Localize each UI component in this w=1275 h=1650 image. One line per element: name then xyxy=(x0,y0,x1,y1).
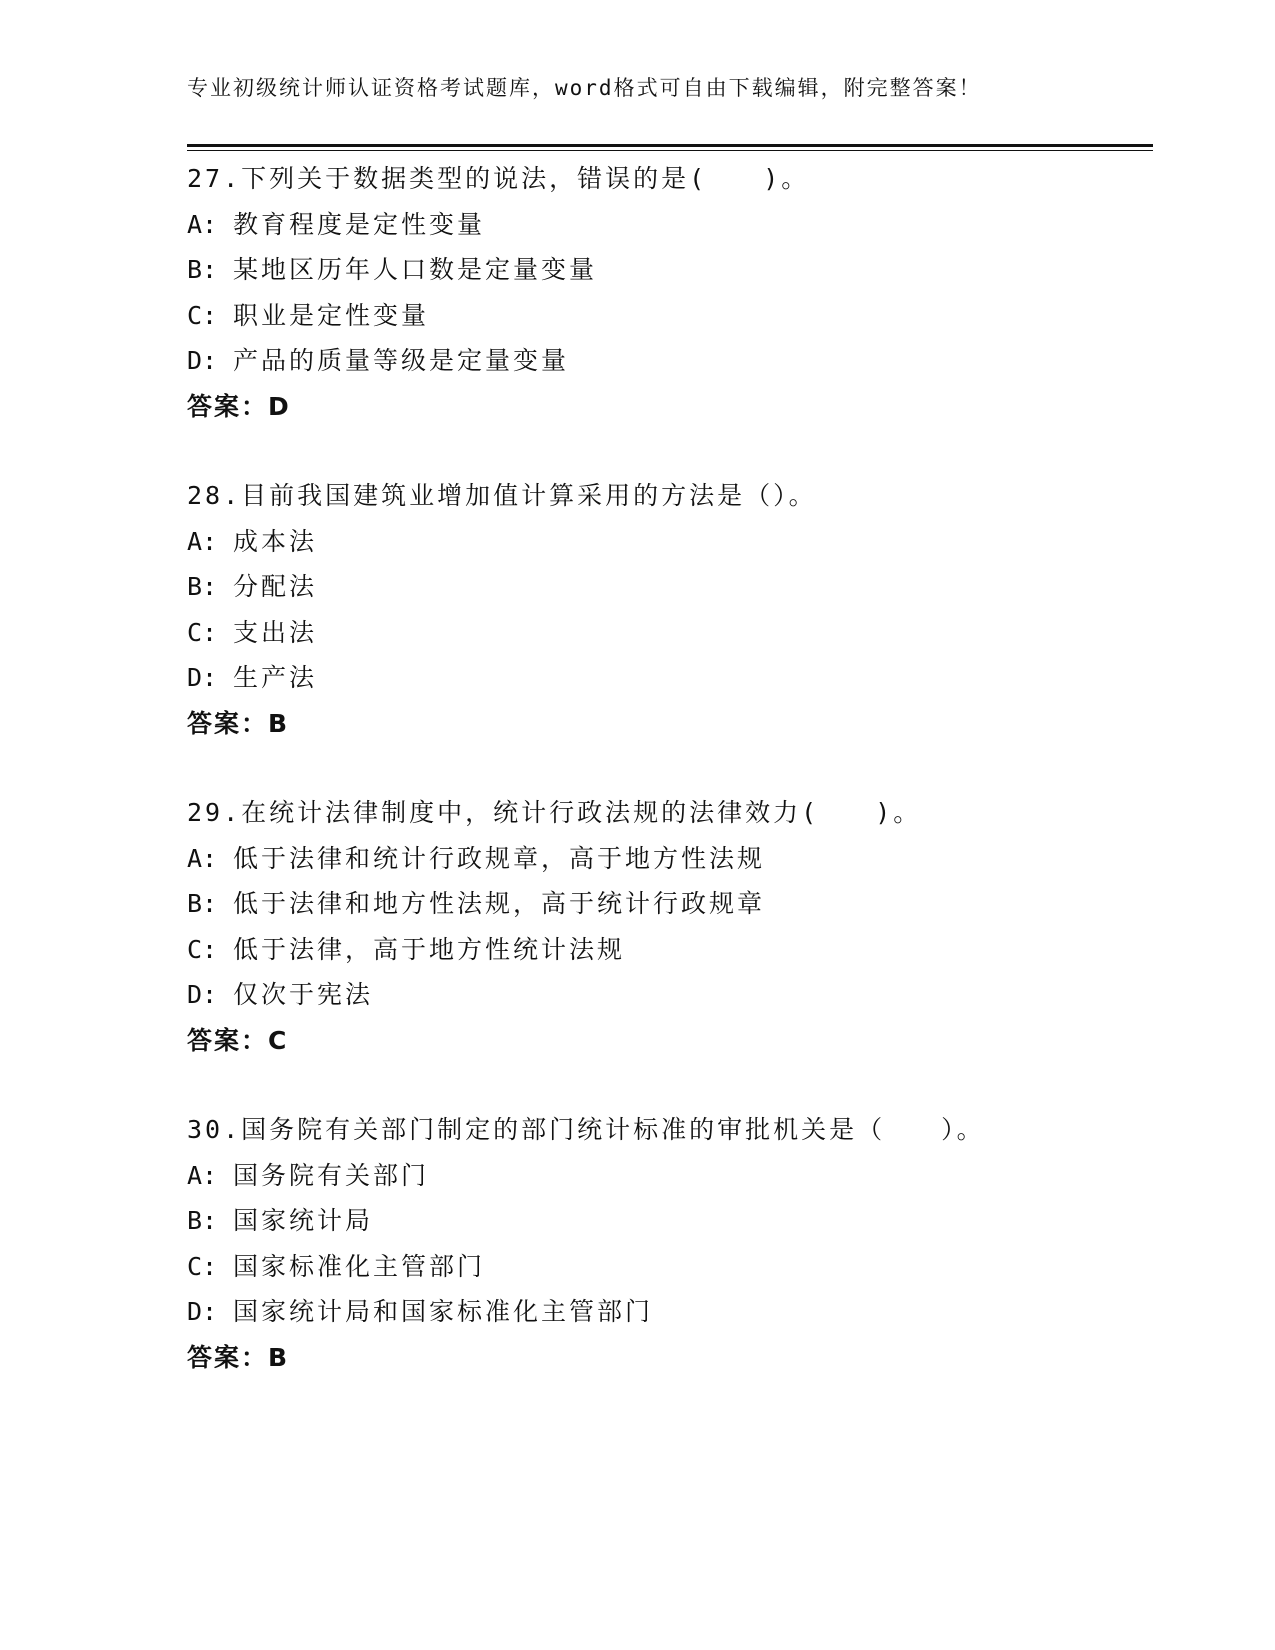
question-29 xyxy=(187,790,1153,1063)
option-b xyxy=(187,881,1153,927)
option-a xyxy=(187,836,1153,882)
answer-line: 答案：C xyxy=(187,1025,289,1055)
option-text: 国家统计局和国家标准化主管部门 xyxy=(233,1297,654,1326)
option-c xyxy=(187,293,1153,339)
question-27 xyxy=(187,156,1153,429)
option-letter: A: xyxy=(187,209,218,239)
option-text: 仅次于宪法 xyxy=(233,980,374,1009)
option-letter: C: xyxy=(187,617,218,647)
question-list xyxy=(187,156,1153,1424)
option-letter: A: xyxy=(187,1160,218,1190)
option-text: 低于法律，高于地方性统计法规 xyxy=(233,934,626,964)
option-text: 国家统计局 xyxy=(233,1206,374,1235)
option-letter: A: xyxy=(187,526,218,556)
option-text: 职业是定性变量 xyxy=(233,300,430,330)
option-c xyxy=(187,610,1153,656)
option-b xyxy=(187,247,1153,293)
option-text: 国家标准化主管部门 xyxy=(233,1251,486,1281)
question-28 xyxy=(187,473,1153,746)
option-text: 成本法 xyxy=(233,526,318,556)
option-b xyxy=(187,564,1153,610)
option-d xyxy=(187,338,1153,384)
option-letter: B: xyxy=(187,1206,218,1235)
option-c xyxy=(187,1244,1153,1290)
option-letter: C: xyxy=(187,1251,218,1281)
option-text: 教育程度是定性变量 xyxy=(233,209,486,239)
option-text: 生产法 xyxy=(233,663,318,692)
header-rule-thick xyxy=(187,144,1153,147)
option-text: 低于法律和地方性法规，高于统计行政规章 xyxy=(233,889,766,918)
option-letter: C: xyxy=(187,934,218,964)
question-stem: 29.在统计法律制度中，统计行政法规的法律效力( )。 xyxy=(187,798,922,827)
option-text: 分配法 xyxy=(233,572,318,601)
page-header: 专业初级统计师认证资格考试题库，word格式可自由下载编辑，附完整答案！ xyxy=(187,76,982,100)
question-stem: 27.下列关于数据类型的说法，错误的是( )。 xyxy=(187,164,810,193)
option-a xyxy=(187,1153,1153,1199)
option-letter: D: xyxy=(187,1297,218,1326)
answer-line: 答案：B xyxy=(187,708,290,738)
answer-line: 答案：B xyxy=(187,1342,290,1372)
option-letter: C: xyxy=(187,300,218,330)
option-d xyxy=(187,1289,1153,1335)
option-letter: B: xyxy=(187,572,218,601)
option-text: 支出法 xyxy=(233,617,318,647)
answer-line: 答案：D xyxy=(187,391,291,421)
option-b xyxy=(187,1198,1153,1244)
option-letter: B: xyxy=(187,255,218,284)
option-a xyxy=(187,519,1153,565)
question-stem: 30.国务院有关部门制定的部门统计标准的审批机关是（ ）。 xyxy=(187,1115,985,1144)
option-text: 某地区历年人口数是定量变量 xyxy=(233,255,598,284)
option-letter: D: xyxy=(187,980,218,1009)
option-text: 低于法律和统计行政规章，高于地方性法规 xyxy=(233,843,766,873)
option-text: 产品的质量等级是定量变量 xyxy=(233,346,570,375)
question-30 xyxy=(187,1107,1153,1380)
option-text: 国务院有关部门 xyxy=(233,1160,430,1190)
option-c xyxy=(187,927,1153,973)
option-d xyxy=(187,655,1153,701)
option-a xyxy=(187,202,1153,248)
option-d xyxy=(187,972,1153,1018)
header-rule-thin xyxy=(187,150,1153,151)
option-letter: B: xyxy=(187,889,218,918)
option-letter: D: xyxy=(187,663,218,692)
question-stem: 28.目前我国建筑业增加值计算采用的方法是（）。 xyxy=(187,481,817,510)
option-letter: D: xyxy=(187,346,218,375)
option-letter: A: xyxy=(187,843,218,873)
